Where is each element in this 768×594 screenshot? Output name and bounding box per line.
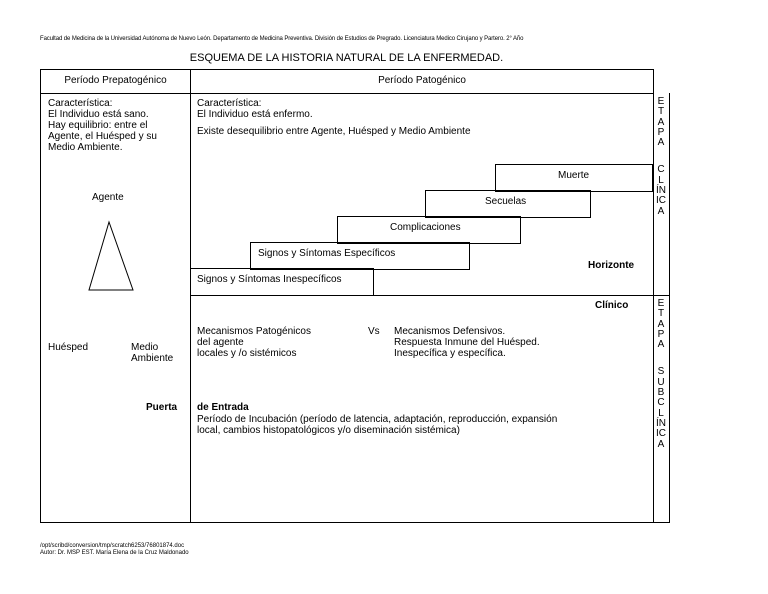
etapa-subclinica-char: E [657,298,665,309]
prepatogenico-line-5: Medio Ambiente. [48,142,123,153]
de-entrada-label: de Entrada [197,402,249,413]
table-border-left [40,69,41,523]
table-border-bottom [40,522,670,523]
step-muerte-label: Muerte [558,170,590,181]
column-divider [190,69,191,523]
step-signos-inespecificos [190,268,374,296]
prepatogenico-line-3: Hay equilibrio: entre el [48,120,148,131]
step-complicaciones-label: Complicaciones [390,222,461,233]
etapa-clinica-char: A [657,205,665,217]
triad-triangle [86,220,136,292]
etapa-clinica-char: A [657,137,665,149]
etapa-subclinica-gap [655,350,667,367]
incubacion-line-1: Período de Incubación (período de latencia, adaptación, reproducción, expansión [197,414,558,425]
mecanismos-patogenicos-1: Mecanismos Patogénicos [197,326,311,337]
triangle-label-medio: Medio [131,342,159,353]
step-secuelas [425,190,591,218]
patogenico-caracteristica: Característica: [197,98,262,109]
step-signos-inespecificos-label: Signos y Síntomas Inespecíficos [197,274,342,285]
patogenico-individuo: El Individuo está enfermo. [197,109,313,120]
step-complicaciones [337,216,521,244]
etapa-clinica-char: P [657,126,665,138]
triangle-label-ambiente: Ambiente [131,353,174,364]
mecanismos-patogenicos-2: del agente [197,337,244,348]
etapa-column-left [653,69,654,523]
table-border-right [669,93,670,523]
clinico-label: Clínico [595,300,629,311]
horizonte-label: Horizonte [588,260,635,271]
etapa-subclinica-char: A [657,318,665,330]
patogenico-desequilibrio: Existe desequilibrio entre Agente, Huésped y Medio Ambiente [197,126,471,137]
mecanismos-patogenicos-3: locales y /o sistémicos [197,348,297,359]
footer-path: /opt/scribd/conversion/tmp/scratch6253/76801874.doc [40,543,185,549]
etapa-clinica-char: IC [656,195,666,207]
etapa-clinica-char: C [657,164,665,176]
etapa-subclinica-char: A [657,438,665,450]
etapa-subclinica-char: U [657,376,665,388]
header-prepatogenico: Período Prepatogénico [64,75,167,86]
etapa-clinica-char: A [657,116,665,128]
etapa-subclinica-char: P [657,328,665,340]
step-signos-especificos [250,242,470,270]
etapa-subclinica-char: S [657,366,665,378]
etapa-subclinica-char: C [657,397,665,409]
triangle-label-agente: Agente [92,192,124,203]
etapa-subclinica-vertical [655,299,667,450]
header-row-divider [40,93,654,94]
mecanismos-defensivos-2: Respuesta Inmune del Huésped. [394,337,540,348]
header-patogenico: Período Patogénico [378,75,466,86]
footer-author: Autor: Dr. MSP EST. María Elena de la Cruz Maldonado [40,550,189,556]
mecanismos-defensivos-3: Inespecífica y específica. [394,348,506,359]
etapa-subclinica-char: IC [656,428,666,440]
etapa-clinica-char: E [657,96,665,107]
incubacion-line-2: local, cambios histopatológicos y/o diseminación sistémica) [197,425,460,436]
etapa-subclinica-char: A [657,339,665,351]
prepatogenico-line-4: Agente, el Huésped y su [48,131,157,142]
etapa-clinica-char: T [657,106,665,118]
step-signos-especificos-label: Signos y Síntomas Específicos [258,248,396,259]
etapa-subclinica-char: B [657,387,665,399]
etapa-clinica-char: L [658,174,664,186]
header-institution: Facultad de Medicina de la Universidad Autónoma de Nuevo León. Departamento de Medicina Preventiva. División de Estudios de Pregrado. Licenciatura Medico Cirujano y Partero. 2° Año [40,36,524,42]
triangle-label-huesped: Huésped [48,342,89,353]
etapa-clinica-char: ÍN [656,185,666,197]
etapa-clinica-vertical [655,97,667,217]
table-border-top [40,69,654,70]
prepatogenico-line-2: El Individuo está sano. [48,109,149,120]
puerta-label: Puerta [146,402,178,413]
step-muerte [495,164,653,192]
page-title: ESQUEMA DE LA HISTORIA NATURAL DE LA ENFERMEDAD. [189,52,504,64]
etapa-clinica-gap [655,148,667,165]
etapa-subclinica-char: L [658,407,664,419]
mecanismos-defensivos-1: Mecanismos Defensivos. [394,326,506,337]
etapa-subclinica-char: ÍN [656,417,666,429]
prepatogenico-line-1: Característica: [48,98,113,109]
versus-label: Vs [368,326,380,337]
step-secuelas-label: Secuelas [485,196,527,207]
etapa-subclinica-char: T [657,308,665,320]
